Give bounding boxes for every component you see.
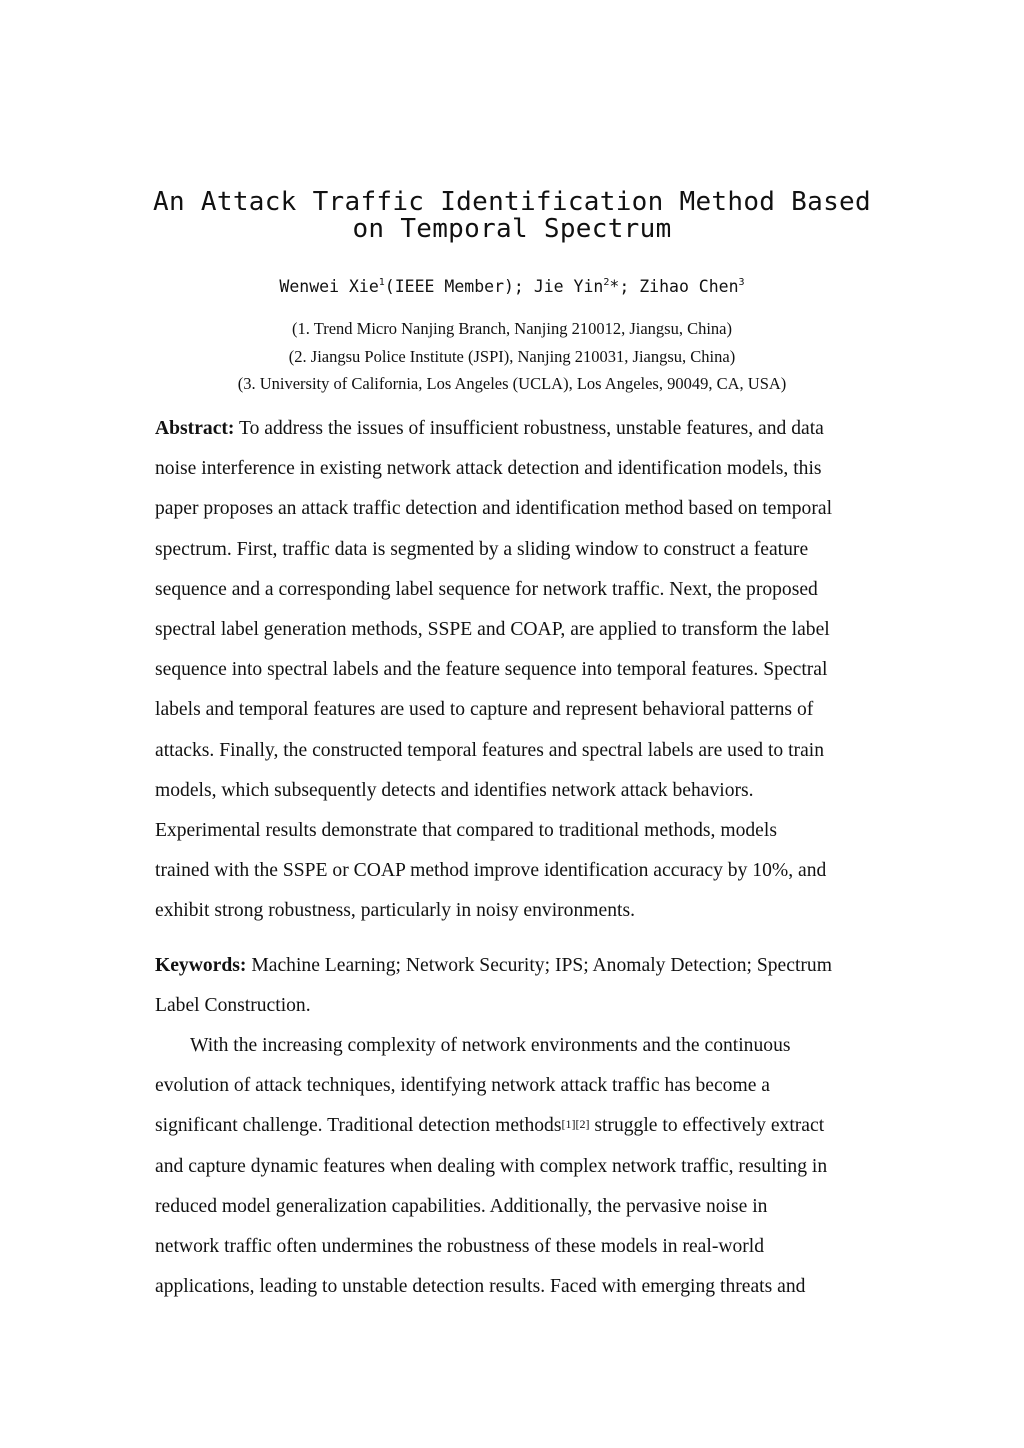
- keywords-line: [155, 946, 871, 986]
- abstract-line: sequence into spectral labels and the feature sequence into temporal features. Spectral: [155, 659, 828, 681]
- abstract-line: paper proposes an attack traffic detection and identification method based on temporal: [155, 498, 833, 520]
- abstract-text: To address the issues of insufficient robustness, unstable features, and data: [234, 418, 824, 439]
- abstract-line: spectral label generation methods, SSPE and COAP, are applied to transform the label: [155, 619, 830, 641]
- keywords-label: Keywords:: [155, 955, 247, 976]
- author-3-affiliation-mark: 3: [738, 277, 745, 288]
- abstract-section: [155, 409, 871, 932]
- keywords-text: Machine Learning; Network Security; IPS; Anomaly Detection; Spectrum: [246, 955, 832, 976]
- author-1-name: Wenwei Xie: [279, 277, 379, 296]
- abstract-label: Abstract:: [155, 418, 235, 439]
- abstract-line: sequence and a corresponding label sequence for network traffic. Next, the proposed: [155, 578, 818, 600]
- abstract-line: noise interference in existing network attack detection and identification models, this: [155, 458, 822, 480]
- author-2-affiliation-mark: 2: [603, 277, 610, 288]
- author-list: [112, 276, 912, 298]
- intro-line-text: struggle to effectively extract: [589, 1115, 825, 1137]
- abstract-line: labels and temporal features are used to capture and represent behavioral patterns of: [155, 699, 814, 721]
- abstract-line: exhibit strong robustness, particularly in noisy environments.: [155, 900, 635, 922]
- intro-line: [155, 1106, 871, 1146]
- abstract-line: trained with the SSPE or COAP method improve identification accuracy by 10%, and: [155, 860, 827, 882]
- abstract-line: [155, 409, 871, 449]
- author-2-name: Jie Yin: [533, 277, 604, 296]
- intro-line: With the increasing complexity of network environments and the continuous: [190, 1035, 791, 1056]
- intro-line-text: significant challenge. Traditional detection methods: [155, 1115, 562, 1137]
- affiliation-2: (2. Jiangsu Police Institute (JSPI), Nanjing 210031, Jiangsu, China): [288, 346, 736, 366]
- intro-line: and capture dynamic features when dealing with complex network traffic, resulting in: [155, 1155, 828, 1177]
- keywords-line: Label Construction.: [155, 995, 311, 1017]
- title-line-1: An Attack Traffic Identification Method Based: [153, 187, 871, 217]
- affiliation-list: [112, 315, 912, 398]
- abstract-line: models, which subsequently detects and identifies network attack behaviors.: [155, 779, 754, 801]
- abstract-line: spectrum. First, traffic data is segmented by a sliding window to construct a feature: [155, 538, 809, 560]
- intro-line: applications, leading to unstable detection results. Faced with emerging threats and: [155, 1276, 806, 1298]
- title-line-2: on Temporal Spectrum: [352, 214, 672, 244]
- paper-title: [112, 189, 912, 243]
- citation-reference: [1][2]: [561, 1117, 590, 1132]
- affiliation-3: (3. University of California, Los Angeles (UCLA), Los Angeles, 90049, CA, USA): [237, 374, 787, 393]
- introduction-paragraph: [155, 1026, 871, 1307]
- abstract-line: attacks. Finally, the constructed temporal features and spectral labels are used to train: [155, 739, 825, 761]
- author-1-note: (IEEE Member);: [384, 277, 524, 296]
- affiliation-1: (1. Trend Micro Nanjing Branch, Nanjing 210012, Jiangsu, China): [292, 319, 732, 338]
- keywords-section: [155, 946, 871, 1026]
- author-3-name: Zihao Chen: [639, 277, 739, 296]
- abstract-line: Experimental results demonstrate that compared to traditional methods, models: [155, 820, 777, 842]
- intro-line: network traffic often undermines the robustness of these models in real-world: [155, 1236, 765, 1258]
- author-1-affiliation-mark: 1: [378, 277, 385, 288]
- intro-line: reduced model generalization capabilities. Additionally, the pervasive noise in: [155, 1195, 768, 1217]
- intro-line: evolution of attack techniques, identifying network attack traffic has become a: [155, 1075, 770, 1097]
- author-2-corresponding-mark: *;: [609, 277, 630, 296]
